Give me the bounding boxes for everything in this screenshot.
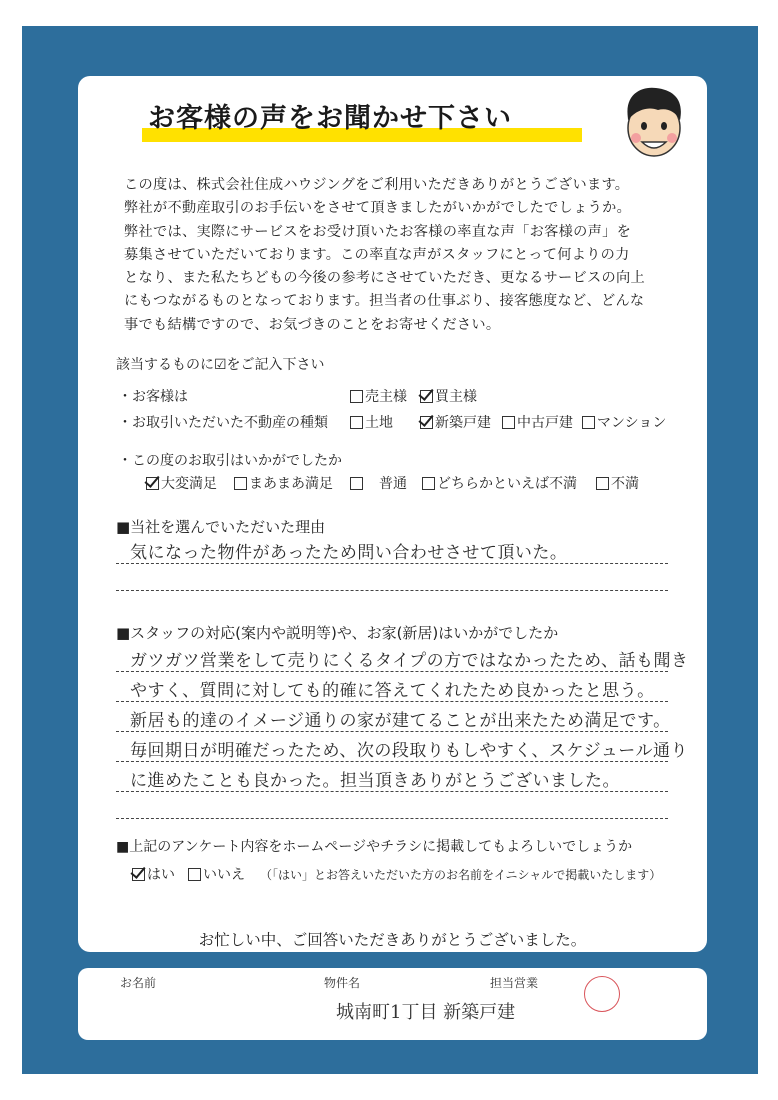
staff-label: 担当営業 — [490, 976, 539, 990]
reason-heading: ■当社を選んでいただいた理由 — [116, 518, 326, 536]
very-satisfied-checkbox[interactable] — [146, 477, 159, 490]
option-label: 買主様 — [435, 389, 477, 405]
seller-checkbox[interactable] — [350, 390, 363, 403]
option-label: 土地 — [365, 415, 393, 431]
option-label: いいえ — [203, 867, 245, 883]
option-label: 新築戸建 — [435, 415, 491, 431]
option-label: どちらかといえば不満 — [437, 476, 577, 492]
dissatisfied-checkbox[interactable] — [596, 477, 609, 490]
option-publish-yes[interactable] — [132, 864, 175, 884]
new-house-checkbox[interactable] — [420, 416, 433, 429]
used-house-checkbox[interactable] — [502, 416, 515, 429]
answer-line — [116, 563, 668, 564]
mascot-face-icon — [612, 86, 694, 160]
intro-line: となり、また私たちどもの今後の参考にさせていただき、更なるサービスの向上 — [124, 270, 645, 287]
dissatisfied-somewhat-checkbox[interactable] — [422, 477, 435, 490]
option-publish-no[interactable] — [188, 864, 245, 884]
staff-answer-line: ガツガツ営業をして売りにくるタイプの方ではなかったため、話も聞き — [130, 651, 689, 671]
option-very-satisfied[interactable] — [146, 473, 217, 493]
answer-line — [116, 671, 668, 672]
option-label: 中古戸建 — [517, 415, 573, 431]
mansion-checkbox[interactable] — [582, 416, 595, 429]
name-label: お名前 — [120, 976, 157, 990]
answer-line — [116, 731, 668, 732]
footer-form — [78, 968, 707, 1040]
instruction-label: 該当するものに☑をご記入下さい — [116, 357, 325, 373]
option-label: 売主様 — [365, 389, 407, 405]
intro-line: 弊社では、実際にサービスをお受け頂いたお客様の率直な声「お客様の声」を — [124, 223, 632, 240]
option-label: 大変満足 — [161, 476, 217, 492]
option-label: はい — [147, 867, 175, 883]
page-title: お客様の声をお聞かせ下さい — [148, 103, 512, 134]
thanks-message: お忙しい中、ご回答いただきありがとうございました。 — [198, 931, 587, 949]
staff-seal-stamp — [584, 976, 620, 1012]
property-name-value: 城南町1丁目 新築戸建 — [336, 1002, 516, 1023]
option-dissatisfied[interactable] — [596, 473, 639, 493]
publish-yes-checkbox[interactable] — [132, 868, 145, 881]
satisfaction-label: ・この度のお取引はいかがでしたか — [118, 453, 342, 469]
staff-answer-line: やすく、質問に対しても的確に答えてくれたため良かったと思う。 — [130, 681, 655, 701]
publish-heading: ■上記のアンケート内容をホームページやチラシに掲載してもよろしいでしょうか — [116, 839, 633, 855]
reason-answer: 気になった物件があったため問い合わせさせて頂いた。 — [130, 543, 568, 563]
intro-line: 事でも結構ですので、お気づきのことをお寄せください。 — [124, 316, 501, 333]
option-new-house[interactable] — [420, 412, 491, 432]
property-type-label: ・お取引いただいた不動産の種類 — [118, 415, 328, 431]
option-label: 普通 — [379, 476, 407, 492]
option-dissatisfied-somewhat[interactable] — [422, 473, 577, 493]
option-label: 不満 — [611, 476, 639, 492]
property-label: 物件名 — [324, 976, 361, 990]
staff-heading: ■スタッフの対応(案内や説明等)や、お家(新居)はいかがでしたか — [116, 624, 559, 642]
intro-line: 募集させていただいております。この率直な声がスタッフにとって何よりの力 — [124, 246, 630, 263]
option-label: マンション — [597, 415, 667, 431]
staff-answer-line: 毎回期日が明確だったため、次の段取りもしやすく、スケジュール通り — [130, 741, 688, 761]
intro-line: この度は、株式会社住成ハウジングをご利用いただきありがとうございます。 — [124, 177, 630, 193]
intro-line: にもつながるものとなっております。担当者の仕事ぶり、接客態度など、どんな — [124, 293, 645, 310]
answer-line — [116, 701, 668, 702]
intro-line: 弊社が不動産取引のお手伝いをさせて頂きましたがいかがでしたでしょうか。 — [124, 200, 632, 217]
publish-note: （「はい」とお答えいただいた方のお名前をイニシャルで掲載いたします） — [260, 868, 662, 882]
satisfied-checkbox[interactable] — [234, 477, 247, 490]
publish-no-checkbox[interactable] — [188, 868, 201, 881]
answer-line — [116, 761, 668, 762]
option-satisfied[interactable] — [234, 473, 333, 493]
option-label: まあまあ満足 — [249, 476, 333, 492]
title-block — [148, 96, 512, 135]
option-used-house[interactable] — [502, 412, 573, 432]
customer-type-label: ・お客様は — [118, 389, 188, 405]
option-mansion[interactable] — [582, 412, 666, 432]
survey-card — [78, 76, 707, 952]
land-checkbox[interactable] — [350, 416, 363, 429]
option-neutral[interactable] — [350, 473, 407, 493]
staff-answer-line: に進めたことも良かった。担当頂きありがとうございました。 — [130, 771, 620, 791]
answer-line — [116, 818, 668, 819]
answer-line — [116, 590, 668, 591]
option-buyer[interactable] — [420, 386, 477, 406]
neutral-checkbox[interactable] — [350, 477, 363, 490]
option-seller[interactable] — [350, 386, 407, 406]
buyer-checkbox[interactable] — [420, 390, 433, 403]
answer-line — [116, 791, 668, 792]
intro-text — [124, 174, 684, 337]
option-land[interactable] — [350, 412, 393, 432]
staff-answer-line: 新居も的達のイメージ通りの家が建てることが出来たため満足です。 — [130, 711, 671, 731]
